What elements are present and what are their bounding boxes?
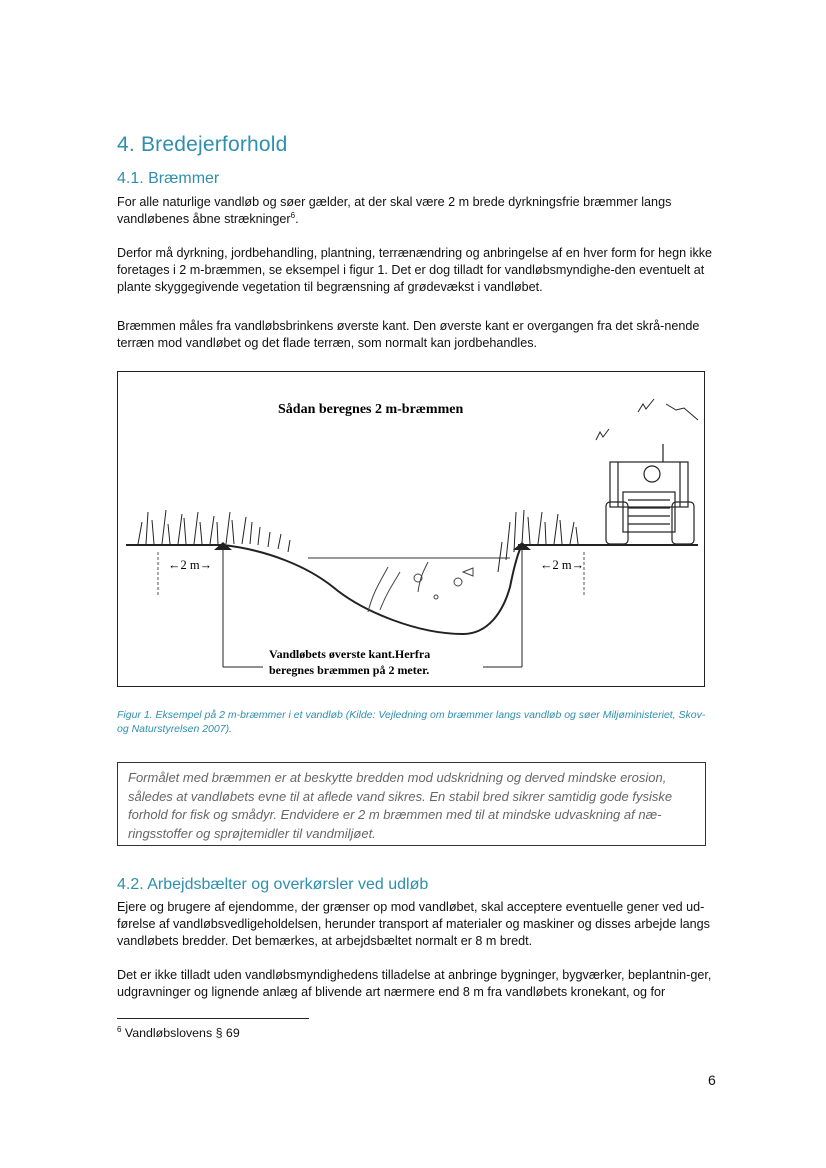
- chapter-heading: 4. Bredejerforhold: [117, 133, 288, 156]
- page-number: 6: [708, 1072, 716, 1088]
- footnote-divider: [117, 1018, 309, 1019]
- buffer-strip-illustration: [118, 372, 704, 685]
- figure-1: [117, 371, 705, 687]
- figure-caption: Figur 1. Eksempel på 2 m-bræmmer i et vandløb (Kilde: Vejledning om bræmmer langs vandløb og søer Miljøministeriet, Skov- og Naturstyrelsen 2007).: [117, 709, 706, 735]
- section-heading-4-2: 4.2. Arbejdsbælter og overkørsler ved udløb: [117, 876, 429, 893]
- footnote-ref[interactable]: 6: [290, 210, 296, 220]
- purpose-box: Formålet med bræmmen er at beskytte bredden mod udskridning og derved mindske erosion, således at vandløbets evne til at aflede vand sikres. En stabil bred sikrer samtidig gode fysiske forhold for fisk og smådyr. Endvidere er 2 m bræmmen med til at mindske udvaskning af næ-ringsstoffer og sprøjtemidler til vandmiljøet.: [117, 762, 706, 846]
- figure-note-line2: beregnes bræmmen på 2 meter.: [269, 663, 430, 677]
- paragraph-4: Ejere og brugere af ejendomme, der grænser op mod vandløbet, skal acceptere eventuelle gener ved ud-førelse af vandløbsvedligeholdelsen, herunder transport af materialer og maskiner og disses arbejde langs vandløbets bredder. Det bemærkes, at arbejdsbæltet normalt er 8 m bredt.: [117, 900, 710, 948]
- section-heading-4-1: 4.1. Bræmmer: [117, 170, 220, 187]
- footnote-number: 6: [117, 1024, 122, 1034]
- figure-title: Sådan beregnes 2 m-bræmmen: [278, 402, 464, 417]
- figure-note-line1: Vandløbets øverste kant.Herfra: [269, 647, 431, 661]
- footnote-text: Vandløbslovens § 69: [124, 1026, 240, 1040]
- left-buffer-label: ←2 m→: [168, 558, 213, 572]
- paragraph-3: Bræmmen måles fra vandløbsbrinkens øverste kant. Den øverste kant er overgangen fra det skrå-nende terræn mod vandløbet og det flade terræn, som normalt kan jordbehandles.: [117, 319, 700, 350]
- footnote: [117, 1026, 240, 1040]
- paragraph-5: Det er ikke tilladt uden vandløbsmyndighedens tilladelse at anbringe bygninger, bygværker, beplantnin-ger, udgravninger og lignende anlæg af blivende art nærmere end 8 m fra vandløbets kronekant, og for: [117, 968, 712, 999]
- paragraph-1: For alle naturlige vandløb og søer gælder, at der skal være 2 m brede dyrkningsfrie bræmmer langs vandløbenes åbne strækninger$^6$.: [117, 195, 672, 226]
- paragraph-2: Derfor må dyrkning, jordbehandling, plantning, terrænændring og anbringelse af en hver form for hegn ikke foretages i 2 m-bræmmen, se eksempel i figur 1. Det er dog tilladt for vandløbsmyndighe-den eventuelt at plante skyggegivende vegetation til begrænsning af grødevækst i vandløbet.: [117, 246, 713, 294]
- right-buffer-label: ←2 m→: [540, 558, 585, 572]
